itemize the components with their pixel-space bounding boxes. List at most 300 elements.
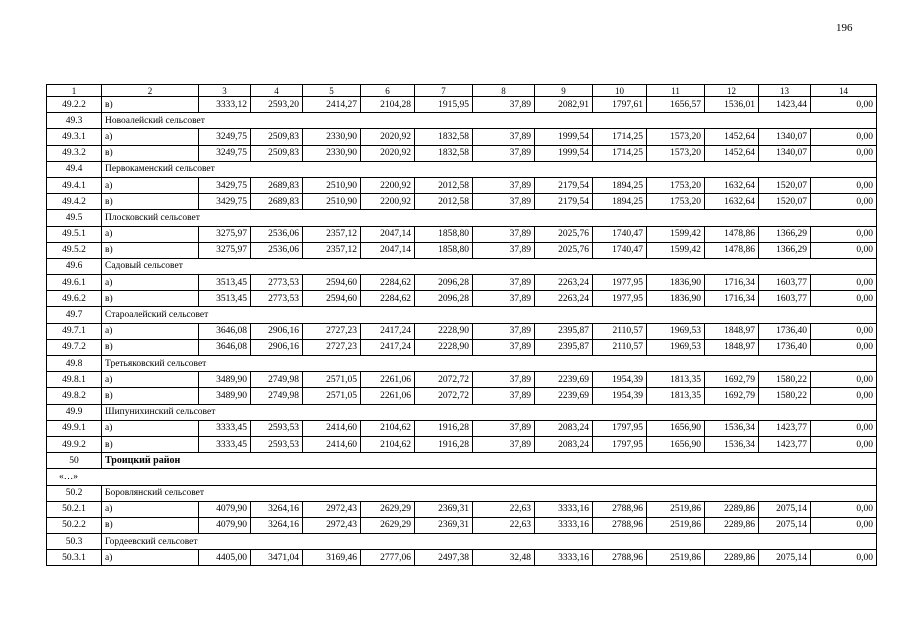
value-cell: 1977,95 [593,291,647,307]
value-cell: 1716,34 [705,291,759,307]
value-cell: 2072,72 [415,372,473,388]
value-cell: 2261,06 [361,372,415,388]
value-cell: 1797,95 [593,436,647,452]
section-row [47,307,877,323]
settlement-name: Шипунихинский сельсовет [102,404,877,420]
value-cell: 37,89 [473,145,535,161]
ellipsis-row [47,469,877,485]
value-cell: 1716,34 [705,275,759,291]
value-cell: 37,89 [473,242,535,258]
value-cell: 1656,90 [647,436,705,452]
value-cell: 1520,07 [759,194,811,210]
row-code: 50.2.2 [47,517,102,533]
value-cell: 1536,01 [705,97,759,113]
table-row [47,129,877,145]
value-cell: 0,00 [811,517,877,533]
value-cell: 37,89 [473,291,535,307]
value-cell: 3471,04 [251,550,303,566]
value-cell: 1797,95 [593,420,647,436]
value-cell: 3489,90 [199,372,251,388]
row-subitem: в) [102,145,199,161]
value-cell: 1736,40 [759,323,811,339]
column-number: 14 [811,85,877,97]
value-cell: 2749,98 [251,372,303,388]
value-cell: 0,00 [811,420,877,436]
value-cell: 3249,75 [199,145,251,161]
value-cell: 2289,86 [705,501,759,517]
table-row [47,501,877,517]
value-cell: 37,89 [473,436,535,452]
value-cell: 2689,83 [251,194,303,210]
value-cell: 2906,16 [251,323,303,339]
value-cell: 1340,07 [759,145,811,161]
page-number: 196 [836,22,853,34]
row-code: 49.8.2 [47,388,102,404]
value-cell: 2075,14 [759,501,811,517]
value-cell: 1832,58 [415,145,473,161]
row-code: 49.7.2 [47,339,102,355]
table-row [47,177,877,193]
value-cell: 1848,97 [705,323,759,339]
value-cell: 1736,40 [759,339,811,355]
value-cell: 2536,06 [251,226,303,242]
value-cell: 0,00 [811,242,877,258]
value-cell: 2788,96 [593,501,647,517]
value-cell: 2593,20 [251,97,303,113]
row-subitem: а) [102,275,199,291]
value-cell: 1858,80 [415,226,473,242]
value-cell: 1714,25 [593,145,647,161]
value-cell: 2788,96 [593,517,647,533]
section-row [47,210,877,226]
value-cell: 32,48 [473,550,535,566]
value-cell: 3333,16 [535,550,593,566]
column-number: 9 [535,85,593,97]
row-subitem: а) [102,129,199,145]
value-cell: 2330,90 [303,145,361,161]
value-cell: 2083,24 [535,436,593,452]
value-cell: 1836,90 [647,291,705,307]
value-cell: 2239,69 [535,388,593,404]
value-cell: 1573,20 [647,129,705,145]
section-row [47,356,877,372]
value-cell: 1478,86 [705,226,759,242]
value-cell: 0,00 [811,323,877,339]
value-cell: 1832,58 [415,129,473,145]
ellipsis-label: «…» [47,469,877,485]
value-cell: 2357,12 [303,242,361,258]
value-cell: 2179,54 [535,177,593,193]
value-cell: 3513,45 [199,291,251,307]
value-cell: 0,00 [811,129,877,145]
value-cell: 1714,25 [593,129,647,145]
value-cell: 37,89 [473,194,535,210]
row-subitem: в) [102,388,199,404]
table-row [47,550,877,566]
settlement-name: Гордеевский сельсовет [102,534,877,550]
value-cell: 2104,62 [361,436,415,452]
row-subitem: а) [102,372,199,388]
value-cell: 2025,76 [535,226,593,242]
value-cell: 1969,53 [647,339,705,355]
value-cell: 37,89 [473,323,535,339]
value-cell: 1536,34 [705,420,759,436]
section-row [47,161,877,177]
value-cell: 2417,24 [361,339,415,355]
value-cell: 2179,54 [535,194,593,210]
value-cell: 2593,53 [251,420,303,436]
value-cell: 3489,90 [199,388,251,404]
column-number: 1 [47,85,102,97]
value-cell: 1520,07 [759,177,811,193]
value-cell: 2369,31 [415,517,473,533]
tariff-table [46,84,877,566]
value-cell: 0,00 [811,194,877,210]
value-cell: 0,00 [811,145,877,161]
value-cell: 2012,58 [415,194,473,210]
row-subitem: а) [102,420,199,436]
value-cell: 1999,54 [535,145,593,161]
value-cell: 2369,31 [415,501,473,517]
value-cell: 2509,83 [251,145,303,161]
value-cell: 2200,92 [361,194,415,210]
value-cell: 1536,34 [705,436,759,452]
table-row [47,323,877,339]
value-cell: 2239,69 [535,372,593,388]
value-cell: 2594,60 [303,291,361,307]
value-cell: 2777,06 [361,550,415,566]
value-cell: 1740,47 [593,226,647,242]
value-cell: 2519,86 [647,517,705,533]
value-cell: 3429,75 [199,194,251,210]
value-cell: 1452,64 [705,145,759,161]
district-row [47,453,877,469]
value-cell: 2629,29 [361,501,415,517]
row-subitem: в) [102,291,199,307]
value-cell: 2075,14 [759,517,811,533]
value-cell: 22,63 [473,501,535,517]
value-cell: 22,63 [473,517,535,533]
value-cell: 1915,95 [415,97,473,113]
value-cell: 2519,86 [647,550,705,566]
value-cell: 1580,22 [759,372,811,388]
value-cell: 2047,14 [361,242,415,258]
value-cell: 2414,27 [303,97,361,113]
value-cell: 0,00 [811,388,877,404]
value-cell: 3169,46 [303,550,361,566]
column-number: 4 [251,85,303,97]
value-cell: 37,89 [473,177,535,193]
value-cell: 1753,20 [647,177,705,193]
value-cell: 1692,79 [705,372,759,388]
table-row [47,420,877,436]
value-cell: 1916,28 [415,420,473,436]
value-cell: 1692,79 [705,388,759,404]
table-row [47,97,877,113]
value-cell: 2593,53 [251,436,303,452]
value-cell: 3333,12 [199,97,251,113]
value-cell: 1813,35 [647,388,705,404]
value-cell: 2047,14 [361,226,415,242]
row-code: 49.5.1 [47,226,102,242]
value-cell: 1423,44 [759,97,811,113]
value-cell: 2104,62 [361,420,415,436]
settlement-name: Новоалейский сельсовет [102,113,877,129]
column-number: 8 [473,85,535,97]
row-subitem: а) [102,226,199,242]
value-cell: 37,89 [473,275,535,291]
column-number: 5 [303,85,361,97]
value-cell: 3275,97 [199,226,251,242]
value-cell: 2594,60 [303,275,361,291]
value-cell: 0,00 [811,436,877,452]
column-number: 13 [759,85,811,97]
value-cell: 2749,98 [251,388,303,404]
value-cell: 1954,39 [593,372,647,388]
value-cell: 2727,23 [303,339,361,355]
row-code: 49.5.2 [47,242,102,258]
value-cell: 2773,53 [251,275,303,291]
value-cell: 2773,53 [251,291,303,307]
table-row [47,372,877,388]
value-cell: 2284,62 [361,291,415,307]
row-code: 49.4.2 [47,194,102,210]
value-cell: 3646,08 [199,323,251,339]
value-cell: 1894,25 [593,177,647,193]
value-cell: 2025,76 [535,242,593,258]
row-subitem: а) [102,323,199,339]
value-cell: 37,89 [473,372,535,388]
value-cell: 2497,38 [415,550,473,566]
value-cell: 2289,86 [705,550,759,566]
section-code: 50.2 [47,485,102,501]
value-cell: 1603,77 [759,291,811,307]
value-cell: 2395,87 [535,339,593,355]
value-cell: 4405,00 [199,550,251,566]
settlement-name: Староалейский сельсовет [102,307,877,323]
row-subitem: в) [102,97,199,113]
row-subitem: а) [102,501,199,517]
row-subitem: в) [102,242,199,258]
section-code: 49.8 [47,356,102,372]
value-cell: 2082,91 [535,97,593,113]
value-cell: 37,89 [473,420,535,436]
table-body [47,97,877,566]
value-cell: 1603,77 [759,275,811,291]
value-cell: 1599,42 [647,226,705,242]
value-cell: 2020,92 [361,145,415,161]
column-number: 11 [647,85,705,97]
district-name: Троицкий район [102,453,877,469]
value-cell: 1969,53 [647,323,705,339]
column-number: 10 [593,85,647,97]
value-cell: 0,00 [811,275,877,291]
value-cell: 2571,05 [303,388,361,404]
value-cell: 0,00 [811,177,877,193]
value-cell: 0,00 [811,339,877,355]
value-cell: 1573,20 [647,145,705,161]
value-cell: 0,00 [811,291,877,307]
row-code: 50.3.1 [47,550,102,566]
value-cell: 1423,77 [759,436,811,452]
settlement-name: Третьяковский сельсовет [102,356,877,372]
value-cell: 3264,16 [251,501,303,517]
row-subitem: в) [102,436,199,452]
value-cell: 0,00 [811,226,877,242]
section-row [47,534,877,550]
table-row [47,242,877,258]
row-code: 49.6.2 [47,291,102,307]
table-row [47,145,877,161]
value-cell: 2075,14 [759,550,811,566]
column-number: 3 [199,85,251,97]
value-cell: 3646,08 [199,339,251,355]
section-code: 49.9 [47,404,102,420]
value-cell: 2414,60 [303,420,361,436]
settlement-name: Боровлянский сельсовет [102,485,877,501]
value-cell: 1452,64 [705,129,759,145]
section-row [47,404,877,420]
value-cell: 1858,80 [415,242,473,258]
value-cell: 1656,90 [647,420,705,436]
section-code: 49.4 [47,161,102,177]
value-cell: 3249,75 [199,129,251,145]
row-subitem: а) [102,177,199,193]
section-row [47,485,877,501]
value-cell: 2012,58 [415,177,473,193]
table-row [47,291,877,307]
column-number: 6 [361,85,415,97]
value-cell: 2330,90 [303,129,361,145]
value-cell: 37,89 [473,339,535,355]
value-cell: 2788,96 [593,550,647,566]
section-code: 49.7 [47,307,102,323]
row-code: 49.7.1 [47,323,102,339]
row-code: 50.2.1 [47,501,102,517]
value-cell: 2571,05 [303,372,361,388]
settlement-name: Плосковский сельсовет [102,210,877,226]
value-cell: 0,00 [811,550,877,566]
value-cell: 1894,25 [593,194,647,210]
column-number-row [47,85,877,97]
value-cell: 3264,16 [251,517,303,533]
value-cell: 2072,72 [415,388,473,404]
value-cell: 3333,16 [535,517,593,533]
value-cell: 1366,29 [759,242,811,258]
value-cell: 1836,90 [647,275,705,291]
row-code: 49.9.1 [47,420,102,436]
value-cell: 37,89 [473,388,535,404]
value-cell: 2263,24 [535,291,593,307]
value-cell: 2020,92 [361,129,415,145]
value-cell: 1916,28 [415,436,473,452]
value-cell: 1977,95 [593,275,647,291]
table-row [47,517,877,533]
table-row [47,388,877,404]
section-code: 49.6 [47,258,102,274]
column-number: 7 [415,85,473,97]
value-cell: 1797,61 [593,97,647,113]
value-cell: 1740,47 [593,242,647,258]
value-cell: 3333,45 [199,420,251,436]
value-cell: 2284,62 [361,275,415,291]
section-code: 50 [47,453,102,469]
value-cell: 2096,28 [415,291,473,307]
value-cell: 1478,86 [705,242,759,258]
settlement-name: Садовый сельсовет [102,258,877,274]
value-cell: 2395,87 [535,323,593,339]
value-cell: 2228,90 [415,339,473,355]
value-cell: 2228,90 [415,323,473,339]
value-cell: 2263,24 [535,275,593,291]
value-cell: 3429,75 [199,177,251,193]
value-cell: 37,89 [473,226,535,242]
row-subitem: а) [102,550,199,566]
row-subitem: в) [102,339,199,355]
value-cell: 1340,07 [759,129,811,145]
value-cell: 2727,23 [303,323,361,339]
value-cell: 2972,43 [303,501,361,517]
value-cell: 2083,24 [535,420,593,436]
table-row [47,339,877,355]
value-cell: 1954,39 [593,388,647,404]
table-row [47,194,877,210]
row-subitem: в) [102,194,199,210]
value-cell: 0,00 [811,97,877,113]
value-cell: 2509,83 [251,129,303,145]
value-cell: 37,89 [473,97,535,113]
table-row [47,226,877,242]
value-cell: 2289,86 [705,517,759,533]
value-cell: 1599,42 [647,242,705,258]
row-code: 49.6.1 [47,275,102,291]
table-row [47,436,877,452]
value-cell: 1753,20 [647,194,705,210]
table-row [47,275,877,291]
value-cell: 4079,90 [199,517,251,533]
value-cell: 0,00 [811,501,877,517]
row-code: 49.3.1 [47,129,102,145]
value-cell: 1999,54 [535,129,593,145]
value-cell: 1656,57 [647,97,705,113]
section-code: 49.5 [47,210,102,226]
value-cell: 1423,77 [759,420,811,436]
value-cell: 1632,64 [705,177,759,193]
value-cell: 4079,90 [199,501,251,517]
value-cell: 2629,29 [361,517,415,533]
value-cell: 3333,16 [535,501,593,517]
row-code: 49.3.2 [47,145,102,161]
section-row [47,258,877,274]
value-cell: 2200,92 [361,177,415,193]
row-code: 49.4.1 [47,177,102,193]
value-cell: 0,00 [811,372,877,388]
value-cell: 1580,22 [759,388,811,404]
value-cell: 2417,24 [361,323,415,339]
value-cell: 2519,86 [647,501,705,517]
row-subitem: в) [102,517,199,533]
value-cell: 1632,64 [705,194,759,210]
value-cell: 2104,28 [361,97,415,113]
value-cell: 2357,12 [303,226,361,242]
column-number: 2 [102,85,199,97]
section-code: 50.3 [47,534,102,550]
value-cell: 2096,28 [415,275,473,291]
section-code: 49.3 [47,113,102,129]
value-cell: 2972,43 [303,517,361,533]
row-code: 49.2.2 [47,97,102,113]
value-cell: 2510,90 [303,177,361,193]
